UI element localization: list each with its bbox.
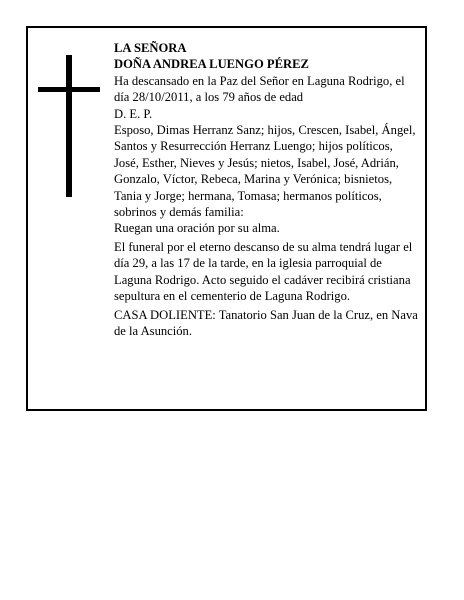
- latin-cross-icon: [38, 55, 100, 197]
- cross-vertical-bar: [66, 55, 72, 197]
- family-list: Esposo, Dimas Herranz Sanz; hijos, Crescen, Isabel, Ángel, Santos y Resurrección Herranz Luengo; hijos políticos, José, Esther, Nieves y Jesús; nietos, Isabel, José, Adrián, Gonzalo, Víctor, Rebeca, Marina y Verónica; bisnietos, Tania y Jorge; hermana, Tomasa; hermanos políticos, sobrinos y demás familia:: [114, 123, 416, 220]
- prayer-request: Ruegan una oración por su alma.: [114, 221, 280, 236]
- cross-horizontal-bar: [38, 87, 100, 92]
- obituary-title: LA SEÑORA: [114, 41, 187, 55]
- funeral-details: El funeral por el eterno descanso de su alma tendrá lugar el día 29, a las 17 de la tarde, en la iglesia parroquial de Laguna Rodrigo. Acto seguido el cadáver recibirá cristiana sepultura en el cementerio de Laguna Rodrigo.: [114, 239, 413, 304]
- deceased-name: DOÑA ANDREA LUENGO PÉREZ: [114, 57, 309, 72]
- obituary-text: [114, 40, 420, 339]
- mourning-house: CASA DOLIENTE: Tanatorio San Juan de la Cruz, en Nava de la Asunción.: [114, 307, 418, 338]
- death-details: Ha descansado en la Paz del Señor en Laguna Rodrigo, el día 28/10/2011, a los 79 años de edad: [114, 73, 405, 105]
- rest-in-peace: D. E. P.: [114, 106, 153, 121]
